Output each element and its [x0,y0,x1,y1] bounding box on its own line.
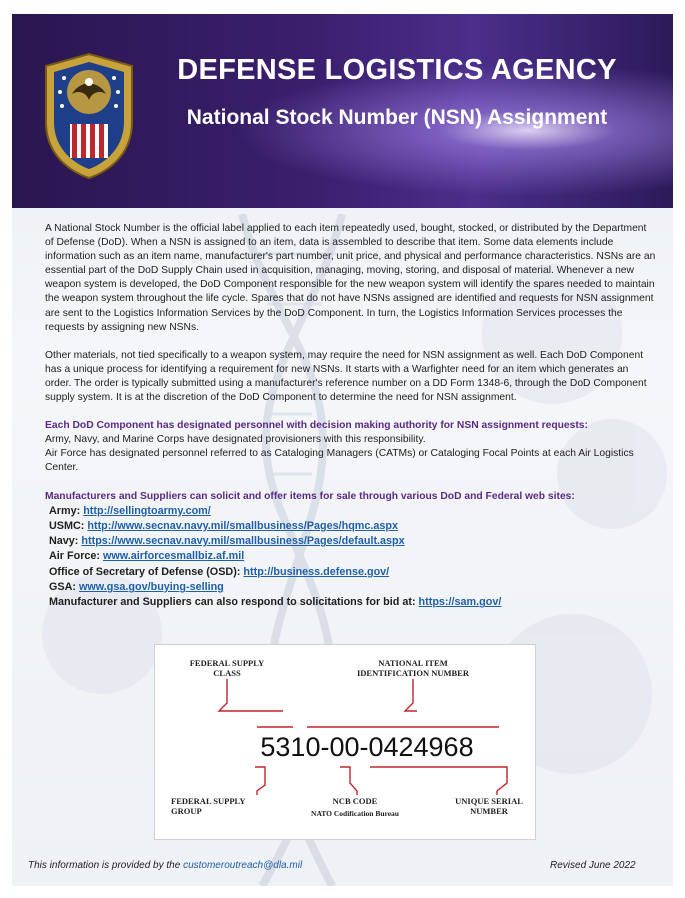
serial-label-line-2: NUMBER [470,806,508,816]
header-banner [12,14,673,208]
personnel-line-1: Army, Navy, and Marine Corps have designated provisioners with this responsibility. [45,434,426,446]
intro-paragraph: A National Stock Number is the official label applied to each item repeatedly used, bought, stocked, or distributed by the Department of Defense (DoD). When a NSN is assigned to an item, data is assembled to describe that item. Some data elements include information such as an item name, manufacturer's part number, unit price, and physical and performance characteristics. NSNs are an essential part of the DoD Supply Chain used in acquisition, managing, moving, storing, and disposal of material. Whenever a new weapon system is developed, the DoD Component responsible for the new weapon system will identify the spares needed to maintain the weapon system throughout the life cycle. Spares that do not have NSNs assigned are identified and requests for NSN assignment are sent to the Logistics Information Services by the DoD Component. In turn, the Logistics Information Services processes the requests by assigning new NSNs. [45,223,656,333]
link-row-air-force [49,549,657,564]
link-label: GSA: [49,581,76,594]
fsc-label-line-2: CLASS [213,668,241,678]
link-row-usmc [49,519,657,534]
sam-link[interactable]: https://sam.gov/ [418,596,502,609]
navy-link[interactable]: https://www.secnav.navy.mil/smallbusiness/Pages/default.aspx [81,535,405,548]
footer-email-link[interactable]: customeroutreach@dla.mil [183,860,303,871]
nsn-number: 5310-00-0424968 [260,732,474,762]
footer-revised-date: Revised June 2022 [550,860,636,871]
link-label: Manufacturer and Suppliers can also respond to solicitations for bid at: [49,596,416,609]
link-label: Army: [49,504,81,517]
link-label: Navy: [49,535,79,548]
nsn-structure-diagram [154,644,536,840]
ncb-label-line-1: NCB CODE [332,796,378,806]
niin-label-line-1: NATIONAL ITEM [378,658,448,668]
fsg-label-line-1: FEDERAL SUPPLY [171,796,246,806]
materials-paragraph: Other materials, not tied specifically to a weapon system, may require the need for NSN assignment as well. Each DoD Component has a unique process for identifying a requirement for new NSNs. It starts with a Warfighter need for an item which generates an order. The order is typically submitted using a manufacturer's reference number on a DD Form 1348-6, through the DoD Component supply system. It is at the discretion of the DoD Component to determine the need for NSN assignment. [45,349,647,404]
footer-prefix: This information is provided by the [28,860,184,871]
page-title: DEFENSE LOGISTICS AGENCY [177,54,617,86]
link-row-osd [49,565,657,580]
link-row-sam [49,595,657,610]
ncb-label-line-2: NATO Codification Bureau [311,809,399,818]
suppliers-section [45,490,657,611]
link-row-army [49,504,657,519]
link-label: Air Force: [49,550,100,563]
page-subtitle: National Stock Number (NSN) Assignment [186,106,608,129]
osd-link[interactable]: http://business.defense.gov/ [243,565,390,578]
dla-seal-icon [42,52,136,180]
suppliers-heading: Manufacturers and Suppliers can solicit and offer items for sale through various DoD and Federal web sites: [45,490,575,502]
serial-label-line-1: UNIQUE SERIAL [455,796,523,806]
air-force-link[interactable]: www.airforcesmallbiz.af.mil [103,550,245,563]
link-row-navy [49,534,657,549]
personnel-line-2: Air Force has designated personnel referred to as Cataloging Managers (CATMs) or Cataloging Focal Points at each Air Logistics Center. [45,448,634,474]
link-row-gsa [49,580,657,595]
page [12,14,673,886]
supplier-links-list [49,504,657,611]
link-label: USMC: [49,519,85,532]
main-content [45,222,657,611]
gsa-link[interactable]: www.gsa.gov/buying-selling [79,581,224,594]
usmc-link[interactable]: http://www.secnav.navy.mil/smallbusiness/Pages/hqmc.aspx [87,519,399,532]
niin-label-line-2: IDENTIFICATION NUMBER [356,668,470,678]
footer-provided-by [28,860,302,871]
fsg-label-line-2: GROUP [171,806,202,816]
army-link[interactable]: http://sellingtoarmy.com/ [83,504,211,517]
personnel-section [45,419,657,475]
fsc-label-line-1: FEDERAL SUPPLY [189,658,265,668]
personnel-heading: Each DoD Component has designated personnel with decision making authority for NSN assignment requests: [45,420,588,432]
link-label: Office of Secretary of Defense (OSD): [49,565,241,578]
